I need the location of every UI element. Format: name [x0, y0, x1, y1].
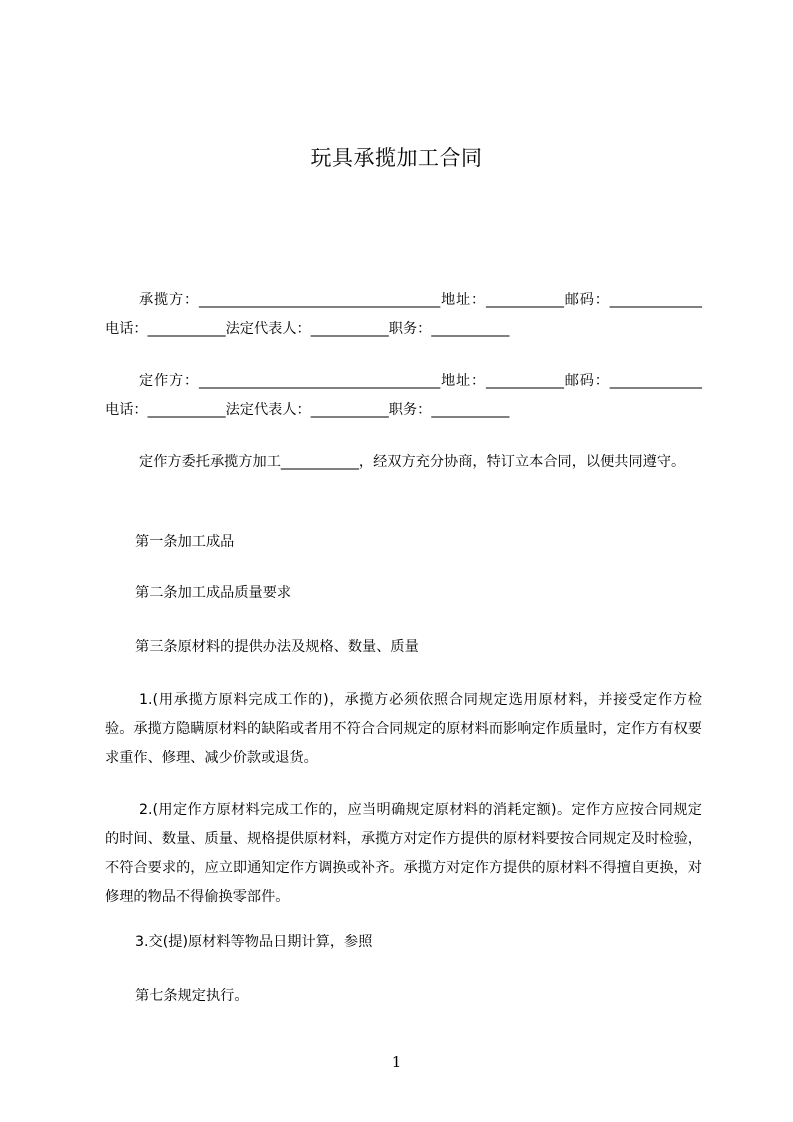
- document-title: 玩具承揽加工合同: [310, 146, 483, 170]
- contractor-info-block: 承揽方：__________________________________地址：___________邮码：_____________电话：___________法定代表人：___________职务：___________: [105, 292, 702, 337]
- page-number: 1: [391, 1053, 402, 1071]
- client-info-block: 定作方：__________________________________地址：___________邮码：_____________电话：___________法定代表人：___________职务：___________: [105, 373, 702, 418]
- article-7-reference: 第七条规定执行。: [135, 988, 249, 1004]
- article-3-heading: 第三条原材料的提供办法及规格、数量、质量: [135, 639, 419, 655]
- clause-2-paragraph: 2.(用定作方原材料完成工作的，应当明确规定原材料的消耗定额)。定作方应按合同规定的时间、数量、质量、规格提供原材料，承揽方对定作方提供的原材料要按合同规定及时检验，不符合要求的，应立即通知定作方调换或补齐。承揽方对定作方提供的原材料不得擅自更换，对修理的物品不得偷换零部件。: [105, 802, 702, 905]
- article-1-heading: 第一条加工成品: [135, 534, 235, 550]
- clause-1-paragraph: 1.(用承揽方原料完成工作的)，承揽方必须依照合同规定选用原材料，并接受定作方检验。承揽方隐瞒原材料的缺陷或者用不符合合同规定的原材料而影响定作质量时，定作方有权要求重作、修理、减少价款或退货。: [105, 692, 702, 766]
- intro-paragraph: 定作方委托承揽方加工___________，经双方充分协商，特订立本合同，以便共同遵守。: [139, 454, 686, 470]
- clause-3-paragraph: 3.交(提)原材料等物品日期计算，参照: [135, 934, 373, 950]
- article-2-heading: 第二条加工成品质量要求: [135, 585, 292, 601]
